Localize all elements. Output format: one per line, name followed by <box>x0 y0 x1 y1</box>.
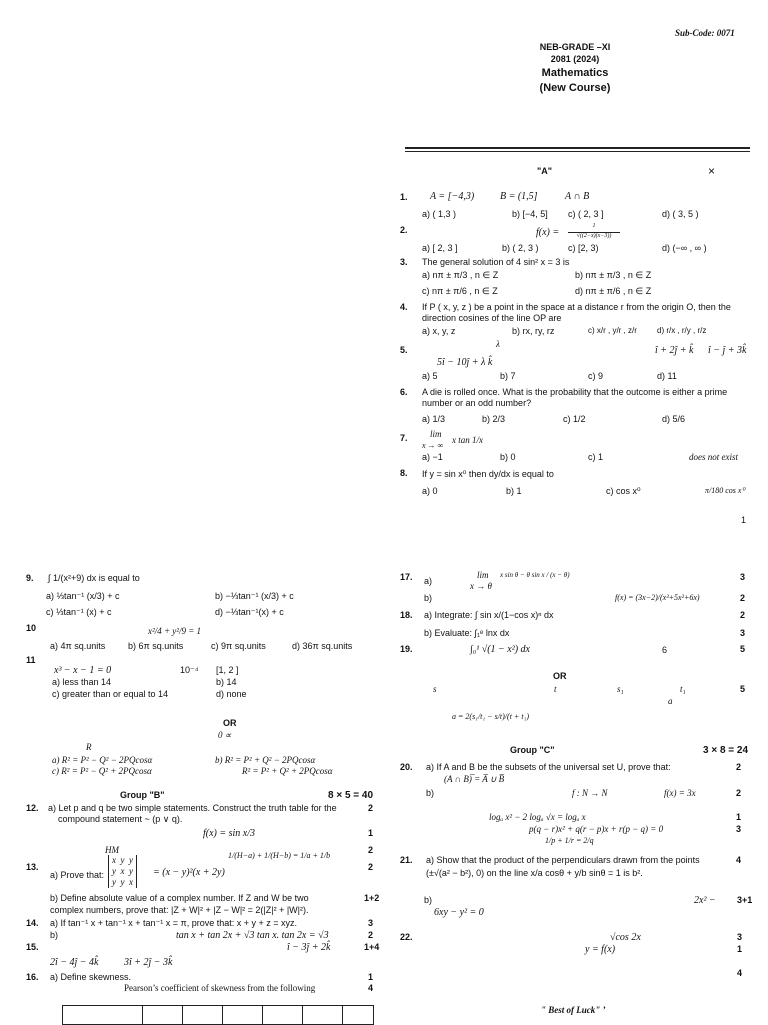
q2-option-b: b) ( 2, 3 ) <box>502 243 539 253</box>
q11-option-b: b) 14 <box>216 677 237 687</box>
q6-option-a: a) 1/3 <box>422 414 446 424</box>
q22-number: 22. <box>400 932 413 942</box>
or-angle: 0 ∝ <box>218 730 232 740</box>
q8-option-c: c) cos x⁰ <box>606 486 641 496</box>
or-option-a: a) R² = P² − Q² − 2PQcosα <box>52 755 153 765</box>
q17-function: f(x) = (3x−2)/(x³+5x²+6x) <box>615 593 700 602</box>
q6-option-c: c) 1/2 <box>563 414 586 424</box>
q13-determinant-result: = (x − y)²(x + 2y) <box>153 867 225 878</box>
q20-harmonic-relation: 1/p + 1/r = 2/q <box>545 836 594 845</box>
or-option-b: b) R² = P² + Q² − 2PQcosα <box>215 755 316 765</box>
q12-hm: HM <box>105 845 119 855</box>
q7-option-c: c) 1 <box>588 452 604 462</box>
board-label: NEB-GRADE –XI <box>539 42 611 52</box>
q17b-label: b) <box>424 593 433 603</box>
q19-integral: ∫₀¹ √(1 − x²) dx <box>470 644 530 655</box>
q7-option-a: a) −1 <box>422 452 443 462</box>
q10-option-b: b) 6π sq.units <box>128 641 184 651</box>
q8-option-a: a) 0 <box>422 486 438 496</box>
q10-option-d: d) 36π sq.units <box>292 641 353 651</box>
q21b-marks: 3+1 <box>737 895 753 905</box>
q8-number: 8. <box>400 468 408 478</box>
q6-option-b: b) 2/3 <box>482 414 506 424</box>
q12-function: f(x) = sin x/3 <box>203 828 256 839</box>
q17-lim: lim <box>477 570 489 580</box>
q4-option-d: d) r/x , r/y , r/z <box>657 326 707 335</box>
q1-set-a: A = [−4,3) <box>430 191 475 202</box>
q7-option-b: b) 0 <box>500 452 516 462</box>
q20b-label: b) <box>426 788 435 798</box>
q2-option-c: c) [2, 3) <box>568 243 599 253</box>
q15-vector-2: 2î − 4ĵ − 4k̂ <box>50 957 99 968</box>
q19-acceleration-formula: a = 2(s₁/t₁ − s/t)/(t + t₁) <box>452 712 529 721</box>
q18-number: 18. <box>400 610 413 620</box>
q1-option-b: b) [−4, 5] <box>512 209 548 219</box>
q11-interval: [1, 2 ] <box>216 665 239 675</box>
q8-stem: If y = sin x⁰ then dy/dx is equal to <box>422 469 554 479</box>
table-cell <box>223 1006 263 1025</box>
q5-vector-2: î + 2ĵ + k̂ <box>655 345 694 356</box>
q17-expression: x sin θ − θ sin x / (x − θ) <box>500 571 570 579</box>
q4-option-c: c) x/r , y/r , z/r <box>588 326 637 335</box>
q5-option-a: a) 5 <box>422 371 438 381</box>
q13a-marks: 2 <box>368 862 374 872</box>
q5-vector-1: 5î − 10ĵ + λ k̂ <box>437 357 493 368</box>
q21b-label: b) <box>424 895 433 905</box>
q6-option-d: d) 5/6 <box>662 414 686 424</box>
q5-option-b: b) 7 <box>500 371 516 381</box>
group-c-marks: 3 × 8 = 24 <box>703 745 749 756</box>
q17a-label: a) <box>424 576 433 586</box>
q20a-marks: 2 <box>736 762 742 772</box>
q14-number: 14. <box>26 918 39 928</box>
q17a-marks: 3 <box>740 572 746 582</box>
or-resultant: R <box>86 742 92 752</box>
q10-option-a: a) 4π sq.units <box>50 641 106 651</box>
q10-ellipse: x²/4 + y²/9 = 1 <box>148 626 202 636</box>
group-b-marks: 8 × 5 = 40 <box>328 790 374 801</box>
q17b-marks: 2 <box>740 593 746 603</box>
q22-function: y = f(x) <box>585 944 616 955</box>
q5-lambda: λ <box>496 339 500 349</box>
q1-number: 1. <box>400 192 408 202</box>
q19-t1: t₁ <box>680 684 686 694</box>
q20b-function: f(x) = 3x <box>664 788 696 798</box>
best-of-luck: " Best of Luck" ’ <box>541 1005 606 1015</box>
q21b-equation: 6xy − y² = 0 <box>434 907 484 918</box>
q7-limit-sub: x → ∞ <box>422 441 444 450</box>
q18a-marks: 2 <box>740 610 746 620</box>
q4-stem-line2: direction cosines of the line OP are <box>422 313 562 323</box>
q2-denominator: √((2−x)(x−3)) <box>576 233 612 239</box>
q12a-line1: a) Let p and q be two simple statements. Construct the truth table for the <box>48 803 337 813</box>
q15-marks: 1+4 <box>364 942 380 952</box>
q21a-line2: (±√(a² − b²), 0) on the line x/a cosθ + y/b sinθ = 1 is b². <box>426 868 643 878</box>
q13b-line2: complex numbers, prove that: |Z + W|² + |Z − W|² = 2(|Z|² + |W|²). <box>50 905 309 915</box>
q22-marks-2: 1 <box>737 944 743 954</box>
q1-intersection: A ∩ B <box>565 191 590 202</box>
group-c-title: Group "C" <box>510 745 555 755</box>
q19-value: 6 <box>662 645 668 655</box>
q15-vector-3: 3î + 2ĵ − 3k̂ <box>124 957 173 968</box>
q12-number: 12. <box>26 803 39 813</box>
q16a: a) Define skewness. <box>50 972 132 982</box>
page-number: 1 <box>741 515 747 525</box>
q12a-line2: compound statement ~ (p ∨ q). <box>58 814 183 824</box>
q12-function-marks: 1 <box>368 828 374 838</box>
q19-number: 19. <box>400 644 413 654</box>
q20a-line1: a) If A and B be the subsets of the universal set U, prove that: <box>426 762 671 772</box>
q13b-marks: 1+2 <box>364 893 380 903</box>
q1-option-a: a) ( 1,3 ) <box>422 209 457 219</box>
q5-vector-3: î − ĵ + 3k̂ <box>708 345 747 356</box>
or-option-d: R² = P² + Q² + 2PQcosα <box>242 766 333 776</box>
q22-marks-1: 3 <box>737 932 743 942</box>
q19-s: s <box>433 684 437 694</box>
table-cell <box>143 1006 183 1025</box>
close-icon: × <box>708 164 716 178</box>
q14a-marks: 3 <box>368 918 374 928</box>
group-b-title: Group "B" <box>120 790 165 800</box>
q3-option-b: b) nπ ± π/3 , n ∈ Z <box>575 270 652 280</box>
header-rule-thin <box>405 151 750 152</box>
q18b: b) Evaluate: ∫₁ᵉ lnx dx <box>424 628 510 638</box>
q3-stem: The general solution of 4 sin² x = 3 is <box>422 257 570 267</box>
q13-number: 13. <box>26 862 39 872</box>
q22-cos-root: √cos 2x <box>610 932 641 943</box>
q8-option-b: b) 1 <box>506 486 522 496</box>
q9-stem: ∫ 1/(x²+9) dx is equal to <box>48 573 140 583</box>
table-cell <box>263 1006 303 1025</box>
q11-option-c: c) greater than or equal to 14 <box>52 689 169 699</box>
q11-equation: x³ − x − 1 = 0 <box>54 665 112 676</box>
q1-option-c: c) ( 2, 3 ] <box>568 209 604 219</box>
q11-option-a: a) less than 14 <box>52 677 112 687</box>
q14b-marks: 2 <box>368 930 374 940</box>
q7-option-d: does not exist <box>689 452 738 462</box>
q3-number: 3. <box>400 257 408 267</box>
q17-limit-sub: x → θ <box>470 581 492 591</box>
or-label: OR <box>223 718 237 728</box>
q10-option-c: c) 9π sq.units <box>211 641 266 651</box>
q2-option-a: a) [ 2, 3 ] <box>422 243 458 253</box>
q16a-marks: 1 <box>368 972 374 982</box>
q22-marks-3: 4 <box>737 968 743 978</box>
q12-hm-marks: 2 <box>368 845 374 855</box>
q19-t: t <box>554 684 557 694</box>
q16-data-table <box>62 1005 374 1025</box>
q2-option-d: d) (−∞ , ∞ ) <box>662 243 707 253</box>
q9-option-a: a) ⅓tan⁻¹ (x/3) + c <box>46 591 120 601</box>
q16-number: 16. <box>26 972 39 982</box>
q4-option-a: a) x, y, z <box>422 326 456 336</box>
q20b-mapping: f : N → N <box>572 788 608 798</box>
q2-number: 2. <box>400 225 408 235</box>
q6-stem-line1: A die is rolled once. What is the probability that the outcome is either a prime <box>422 387 728 397</box>
q7-number: 7. <box>400 433 408 443</box>
header-rule <box>405 147 750 149</box>
q5-option-d: d) 11 <box>657 371 677 381</box>
q17-number: 17. <box>400 572 413 582</box>
q20a-line2: (A ∩ B)̅ = A̅ ∪ B̅ <box>444 774 505 784</box>
q4-option-b: b) rx, ry, rz <box>512 326 555 336</box>
table-cell <box>343 1006 374 1025</box>
q20b-marks: 2 <box>736 788 742 798</box>
q19-or: OR <box>553 671 567 681</box>
course-label: (New Course) <box>539 82 611 94</box>
q14a: a) If tan⁻¹ x + tan⁻¹ x + tan⁻¹ x = π, prove that: x + y + z = xyz. <box>50 918 298 928</box>
or-option-c: c) R² = P² − Q² + 2PQcosα <box>52 766 152 776</box>
q7-expression: x tan 1/x <box>452 435 483 445</box>
q2-function: f(x) = <box>536 227 560 238</box>
q11-tolerance: 10⁻⁴ <box>180 665 199 675</box>
q21a-line1: a) Show that the product of the perpendiculars drawn from the points <box>426 855 700 865</box>
q19-a: a <box>668 696 673 706</box>
q5-number: 5. <box>400 345 408 355</box>
q3-option-c: c) nπ ± π/6 , n ∈ Z <box>422 286 498 296</box>
q9-number: 9. <box>26 573 34 583</box>
q20-number: 20. <box>400 762 413 772</box>
q19-or-marks: 5 <box>740 684 746 694</box>
q12-hm-equation: 1/(H−a) + 1/(H−b) = 1/a + 1/b <box>228 851 331 860</box>
q21b-expression: 2x² − <box>694 895 716 906</box>
q13b-line1: b) Define absolute value of a complex number. If Z and W be two <box>50 893 309 903</box>
q14b-label: b) <box>50 930 59 940</box>
q6-stem-line2: number or an odd number? <box>422 398 532 408</box>
q12a-marks: 2 <box>368 803 374 813</box>
q3-option-a: a) nπ ± π/3 , n ∈ Z <box>422 270 499 280</box>
q10-number: 10 <box>26 623 37 633</box>
q7-lim: lim <box>430 429 442 439</box>
q18a: a) Integrate: ∫ sin x/(1−cos x)ⁿ dx <box>424 610 554 620</box>
q9-option-c: c) ⅓tan⁻¹ (x) + c <box>46 607 112 617</box>
q4-number: 4. <box>400 302 408 312</box>
q9-option-b: b) −⅓tan⁻¹ (x/3) + c <box>215 591 294 601</box>
q13-determinant: x y y y x y y y x <box>108 855 137 888</box>
table-cell <box>63 1006 143 1025</box>
q2-numerator: 1 <box>592 223 596 229</box>
q11-number: 11 <box>26 655 36 665</box>
q19-s1: s₁ <box>617 684 624 694</box>
q19-marks: 5 <box>740 644 746 654</box>
q6-number: 6. <box>400 387 408 397</box>
q21a-marks: 4 <box>736 855 742 865</box>
q20-log-equation: logₐ x² − 2 logₐ √x = logₐ x <box>489 812 586 822</box>
q13a-label: a) Prove that: <box>50 870 105 880</box>
table-cell <box>183 1006 223 1025</box>
q16b: Pearson’s coefficient of skewness from the following <box>124 983 316 993</box>
q4-stem-line1: If P ( x, y, z ) be a point in the space at a distance r from the origin O, then the <box>422 302 731 312</box>
q3-option-d: d) nπ ± π/6 , n ∈ Z <box>575 286 652 296</box>
q9-option-d: d) −⅓tan⁻¹(x) + c <box>215 607 284 617</box>
q18b-marks: 3 <box>740 628 746 638</box>
q1-option-d: d) ( 3, 5 ) <box>662 209 699 219</box>
q5-option-c: c) 9 <box>588 371 604 381</box>
q20-quadratic-marks: 3 <box>736 824 742 834</box>
q1-set-b: B = (1,5] <box>500 191 538 202</box>
group-a-title: "A" <box>537 166 553 176</box>
q21-number: 21. <box>400 855 413 865</box>
subject-title: Mathematics <box>541 67 609 79</box>
q15-number: 15. <box>26 942 39 952</box>
sub-code: Sub-Code: 0071 <box>675 28 735 38</box>
q16b-marks: 4 <box>368 983 374 993</box>
q15-vector-1: î − 3ĵ + 2k̂ <box>287 942 331 953</box>
q20-quadratic: p(q − r)x² + q(r − p)x + r(p − q) = 0 <box>529 824 664 834</box>
q14b-equation: tan x + tan 2x + √3 tan x. tan 2x = √3 <box>176 930 329 941</box>
table-cell <box>303 1006 343 1025</box>
q11-option-d: d) none <box>216 689 247 699</box>
exam-year: 2081 (2024) <box>550 54 600 64</box>
q8-option-d: π/180 cos x⁰ <box>705 486 745 495</box>
q20-log-marks: 1 <box>736 812 742 822</box>
